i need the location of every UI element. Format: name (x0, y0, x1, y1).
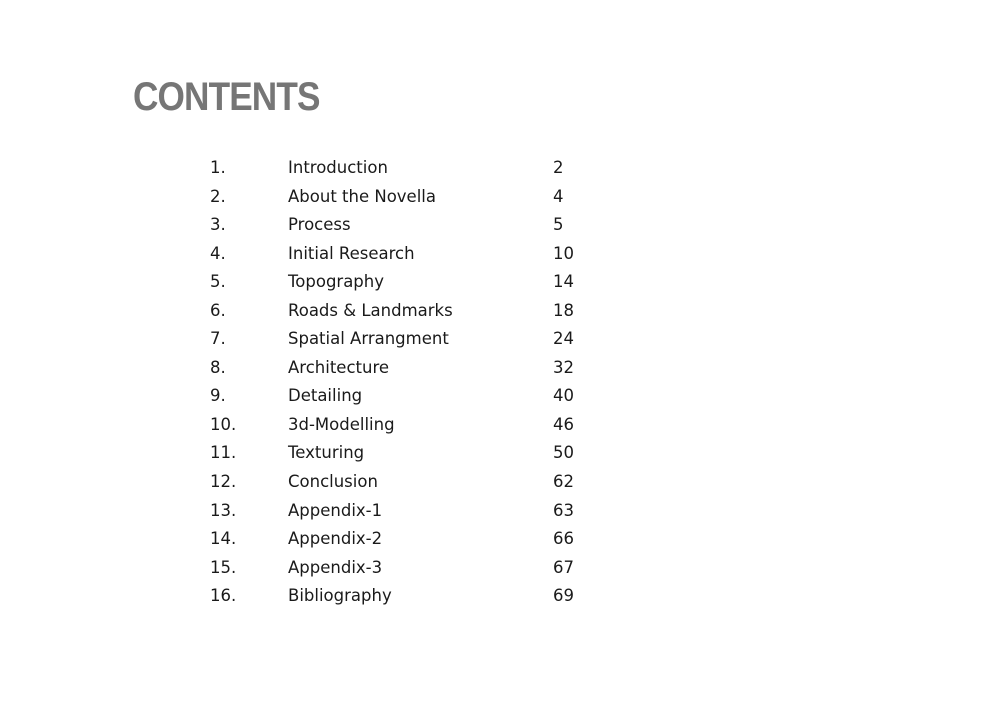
toc-entry[interactable] (210, 411, 630, 440)
toc-entry-page: 66 (553, 529, 574, 549)
toc-entry-title: Conclusion (288, 472, 378, 492)
toc-entry-page: 46 (553, 414, 574, 434)
toc-entry-page: 32 (553, 357, 574, 377)
toc-entry[interactable] (210, 183, 630, 212)
toc-entry-page: 69 (553, 586, 574, 606)
toc-entry-title: Architecture (288, 357, 390, 377)
toc-entry[interactable] (210, 211, 630, 240)
toc-entry-title: Bibliography (288, 586, 392, 606)
toc-entry-title: Texturing (288, 443, 365, 463)
toc-entry-title: Topography (288, 272, 385, 292)
toc-entry-number: 8. (210, 357, 226, 377)
toc-entry-title: Initial Research (288, 243, 415, 263)
toc-entry[interactable] (210, 268, 630, 297)
toc-entry-page: 62 (553, 472, 574, 492)
toc-entry-number: 7. (210, 329, 226, 349)
toc-entry-number: 13. (210, 500, 237, 520)
toc-entry-number: 15. (210, 557, 237, 577)
toc-entry[interactable] (210, 240, 630, 269)
toc-entry-title: 3d-Modelling (288, 414, 395, 434)
toc-entry-page: 2 (553, 158, 564, 177)
toc-entry[interactable] (210, 468, 630, 497)
toc-entry-page: 63 (553, 500, 574, 520)
toc-entry-number: 14. (210, 529, 237, 549)
toc-entry[interactable] (210, 354, 630, 383)
toc-entry-title: Appendix-1 (288, 500, 383, 520)
toc-entry-number: 2. (210, 186, 226, 206)
toc-entry-page: 5 (553, 215, 564, 235)
toc-entry[interactable] (210, 582, 630, 611)
toc-entry-number: 12. (210, 472, 237, 492)
toc-entry[interactable] (210, 325, 630, 354)
toc-entry-title: Detailing (288, 386, 363, 406)
toc-entry[interactable] (210, 297, 630, 326)
table-of-contents (210, 154, 630, 611)
toc-entry-page: 50 (553, 443, 574, 463)
toc-entry-number: 4. (210, 243, 226, 263)
toc-entry-page: 67 (553, 557, 574, 577)
toc-entry-title: Roads & Landmarks (288, 300, 453, 320)
toc-entry[interactable] (210, 525, 630, 554)
toc-entry-page: 14 (553, 272, 574, 292)
toc-entry-title: About the Novella (288, 186, 436, 206)
toc-entry-number: 3. (210, 215, 226, 235)
toc-entry-number: 16. (210, 586, 237, 606)
toc-entry[interactable] (210, 497, 630, 526)
toc-entry-title: Appendix-2 (288, 529, 383, 549)
toc-entry-number: 11. (210, 443, 237, 463)
page-title: CONTENTS (133, 75, 320, 119)
toc-entry-title: Process (288, 215, 351, 235)
toc-entry-title: Introduction (288, 158, 388, 177)
toc-entry-number: 10. (210, 414, 237, 434)
toc-entry-page: 4 (553, 186, 564, 206)
toc-entry[interactable] (210, 439, 630, 468)
toc-entry-page: 40 (553, 386, 574, 406)
toc-entry-number: 5. (210, 272, 226, 292)
toc-entry-number: 9. (210, 386, 226, 406)
toc-entry[interactable] (210, 154, 630, 183)
toc-entry-page: 18 (553, 300, 574, 320)
toc-entry-number: 6. (210, 300, 226, 320)
toc-entry-number: 1. (210, 158, 226, 177)
toc-entry-title: Appendix-3 (288, 557, 383, 577)
toc-entry-page: 10 (553, 243, 574, 263)
toc-entry-title: Spatial Arrangment (288, 329, 449, 349)
toc-entry[interactable] (210, 554, 630, 583)
toc-entry[interactable] (210, 382, 630, 411)
toc-entry-page: 24 (553, 329, 574, 349)
